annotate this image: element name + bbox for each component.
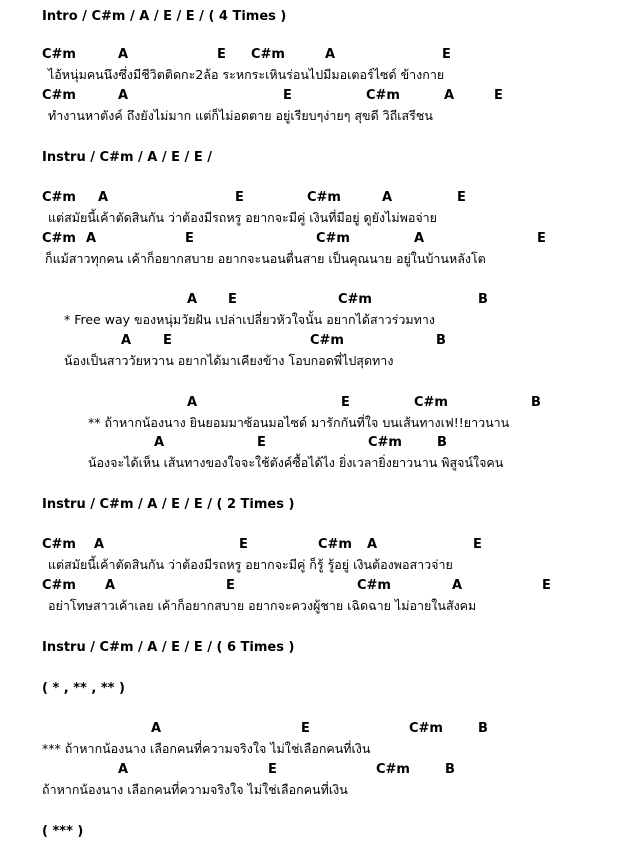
chord: E [228, 292, 237, 307]
chord: C#m [307, 190, 341, 205]
chord: C#m [376, 762, 410, 777]
chord: A [118, 88, 129, 103]
chord: C#m [409, 721, 443, 736]
lyric-line: แต่สมัยนี้เค้าตัดสินกัน ว่าต้องมีรถหรู อยากจะมีคู่ เงินที่มีอยู่ ดูยังไม่พอจ่าย [48, 210, 438, 225]
chord: C#m [310, 333, 344, 348]
chord: A [98, 190, 109, 205]
chord: A [118, 762, 129, 777]
chord: A [86, 231, 97, 246]
chord: C#m [42, 231, 76, 246]
lyric-line: ทำงานหาตังค์ ถึงยังไม่มาก แต่ก็ไม่อดตาย อยู่เรียบๆง่ายๆ สุขดี วิถีเสรีชน [48, 108, 433, 123]
chord: E [283, 88, 292, 103]
chord: E [239, 537, 248, 552]
chord: A [444, 88, 455, 103]
chord: C#m [251, 47, 285, 62]
lyric-line: อย่าโทษสาวเค้าเลย เค้าก็อยากสบาย อยากจะควงผู้ชาย เฉิดฉาย ไม่อายในสังคม [48, 598, 477, 613]
chord: A [325, 47, 336, 62]
chord: C#m [414, 395, 448, 410]
chord: E [341, 395, 350, 410]
chord: C#m [42, 47, 76, 62]
chord: C#m [42, 88, 76, 103]
chord: C#m [338, 292, 372, 307]
chord: E [235, 190, 244, 205]
chord: A [118, 47, 129, 62]
section-instru: Instru / C#m / A / E / E / [42, 150, 212, 165]
chord: B [445, 762, 455, 777]
chord: E [537, 231, 546, 246]
chord: E [163, 333, 172, 348]
chord: E [442, 47, 451, 62]
chord: E [457, 190, 466, 205]
chord: A [382, 190, 393, 205]
chord: E [185, 231, 194, 246]
chord: A [452, 578, 463, 593]
chord: E [542, 578, 551, 593]
chord: B [436, 333, 446, 348]
chord: B [478, 721, 488, 736]
chord: B [531, 395, 541, 410]
chord: C#m [318, 537, 352, 552]
chord: A [151, 721, 162, 736]
chord: C#m [316, 231, 350, 246]
lyric-line: ไอ้หนุ่มคนนึงซึ่งมีชีวิตติดกะ2ล้อ ระหกระเหินร่อนไปมีมอเตอร์ไซด์ ข้างกาย [48, 67, 445, 82]
chord: E [217, 47, 226, 62]
chord: C#m [42, 537, 76, 552]
lyric-line: *** ถ้าหากน้องนาง เลือกคนที่ความจริงใจ ไม่ใช่เลือกคนที่เงิน [42, 741, 371, 756]
lyric-line: ** ถ้าหากน้องนาง ยินยอมมาซ้อนมอไซด์ มารักกันที่ใจ บนเส้นทางเฟ!!ยาวนาน [88, 415, 510, 430]
lyric-line: * Free way ของหนุ่มวัยฝัน เปล่าเปลี่ยวหัวใจนั้น อยากได้สาวร่วมทาง [64, 312, 436, 327]
chord: A [367, 537, 378, 552]
chord: C#m [357, 578, 391, 593]
section-instru: Instru / C#m / A / E / E / ( 2 Times ) [42, 497, 295, 512]
chord: E [473, 537, 482, 552]
repeat-marker: ( *** ) [42, 824, 84, 839]
chord: A [94, 537, 105, 552]
chord: C#m [368, 435, 402, 450]
chord: C#m [42, 578, 76, 593]
lyric-line: น้องจะได้เห็น เส้นทางของใจจะใช้ตังค์ซื้อได้ไง ยิ่งเวลายิ่งยาวนาน พิสูจน์ใจคน [88, 455, 504, 470]
section-intro: Intro / C#m / A / E / E / ( 4 Times ) [42, 9, 287, 24]
lyric-line: ก็แม้สาวทุกคน เค้าก็อยากสบาย อยากจะนอนตื่นสาย เป็นคุณนาย อยู่ในบ้านหลังโต [45, 251, 486, 266]
chord: A [414, 231, 425, 246]
chord: A [121, 333, 132, 348]
section-instru: Instru / C#m / A / E / E / ( 6 Times ) [42, 640, 295, 655]
chord: C#m [366, 88, 400, 103]
chord: E [226, 578, 235, 593]
repeat-marker: ( * , ** , ** ) [42, 681, 125, 696]
chord: E [268, 762, 277, 777]
chord: A [187, 395, 198, 410]
lyric-line: ถ้าหากน้องนาง เลือกคนที่ความจริงใจ ไม่ใช่เลือกคนที่เงิน [42, 782, 348, 797]
lyric-line: แต่สมัยนี้เค้าตัดสินกัน ว่าต้องมีรถหรู อยากจะมีคู่ ก็รู้ รู้อยู่ เงินต้องพอสาวจ่าย [48, 557, 453, 572]
chord: E [301, 721, 310, 736]
chord: E [494, 88, 503, 103]
chord: C#m [42, 190, 76, 205]
chord: A [187, 292, 198, 307]
chord: A [105, 578, 116, 593]
lyric-line: น้องเป็นสาววัยหวาน อยากได้มาเคียงข้าง โอบกอดพี่ไปสุดทาง [64, 353, 394, 368]
chord: B [437, 435, 447, 450]
chord: E [257, 435, 266, 450]
chord: B [478, 292, 488, 307]
chord: A [154, 435, 165, 450]
